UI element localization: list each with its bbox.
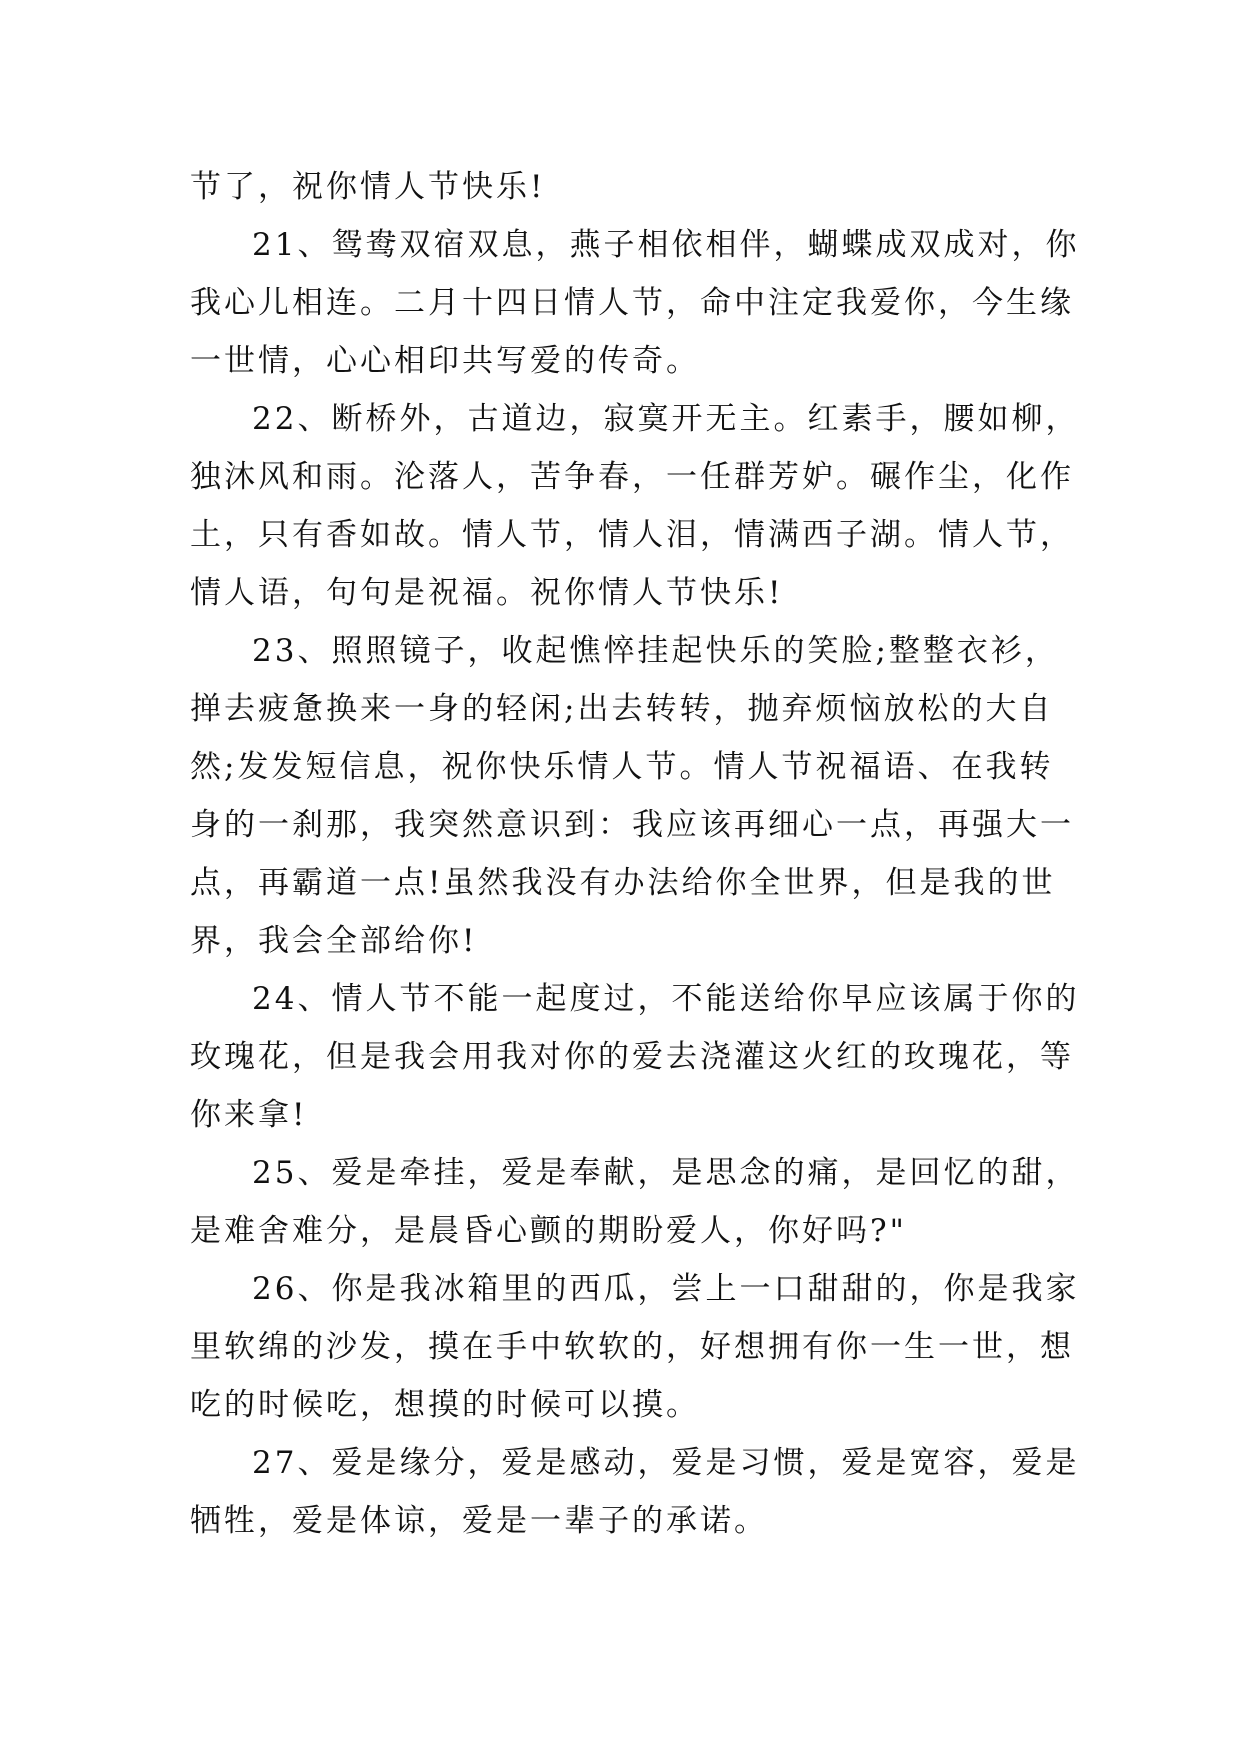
- text-line: 牺牲，爱是体谅，爱是一辈子的承诺。: [190, 1503, 768, 1539]
- text-line: 里软绵的沙发，摸在手中软软的，好想拥有你一生一世，想: [190, 1329, 1074, 1365]
- text-line: 一世情，心心相印共写爱的传奇。: [190, 343, 700, 379]
- paragraph: [190, 1144, 1080, 1260]
- document-body: [190, 158, 1080, 1550]
- paragraph: [190, 216, 1080, 390]
- text-line: 21、鸳鸯双宿双息，燕子相依相伴，蝴蝶成双成对，你: [252, 227, 1080, 263]
- text-line: 你来拿!: [190, 1097, 308, 1133]
- paragraph: [190, 1434, 1080, 1550]
- paragraph: [190, 1260, 1080, 1434]
- text-line: 情人语，句句是祝福。祝你情人节快乐!: [190, 575, 784, 611]
- text-line: 25、爱是牵挂，爱是奉献，是思念的痛，是回忆的甜，: [252, 1155, 1080, 1191]
- text-line: 26、你是我冰箱里的西瓜，尝上一口甜甜的，你是我家: [252, 1271, 1080, 1307]
- text-line: 节了，祝你情人节快乐!: [190, 169, 546, 205]
- text-line: 玫瑰花，但是我会用我对你的爱去浇灌这火红的玫瑰花，等: [190, 1039, 1074, 1075]
- text-line: 27、爱是缘分，爱是感动，爱是习惯，爱是宽容，爱是: [252, 1445, 1080, 1481]
- text-line: 然;发发短信息，祝你快乐情人节。情人节祝福语、在我转: [190, 749, 1054, 785]
- paragraph: [190, 158, 1060, 216]
- text-line: 独沐风和雨。沦落人，苦争春，一任群芳妒。碾作尘，化作: [190, 459, 1074, 495]
- paragraph: [190, 390, 1080, 622]
- text-line: 是难舍难分，是晨昏心颤的期盼爱人，你好吗?": [190, 1213, 907, 1249]
- text-line: 掸去疲惫换来一身的轻闲;出去转转，抛弃烦恼放松的大自: [190, 691, 1054, 727]
- text-line: 吃的时候吃，想摸的时候可以摸。: [190, 1387, 700, 1423]
- text-line: 我心儿相连。二月十四日情人节，命中注定我爱你，今生缘: [190, 285, 1074, 321]
- text-line: 22、断桥外，古道边，寂寞开无主。红素手，腰如柳，: [252, 401, 1080, 437]
- text-line: 点，再霸道一点!虽然我没有办法给你全世界，但是我的世: [190, 865, 1056, 901]
- paragraph: [190, 622, 1074, 970]
- text-line: 土，只有香如故。情人节，情人泪，情满西子湖。情人节，: [190, 517, 1074, 553]
- text-line: 身的一刹那，我突然意识到：我应该再细心一点，再强大一: [190, 807, 1074, 843]
- text-line: 24、情人节不能一起度过，不能送给你早应该属于你的: [252, 981, 1080, 1017]
- paragraph: [190, 970, 1080, 1144]
- text-line: 23、照照镜子，收起憔悴挂起快乐的笑脸;整整衣衫，: [252, 633, 1059, 669]
- text-line: 界，我会全部给你!: [190, 923, 478, 959]
